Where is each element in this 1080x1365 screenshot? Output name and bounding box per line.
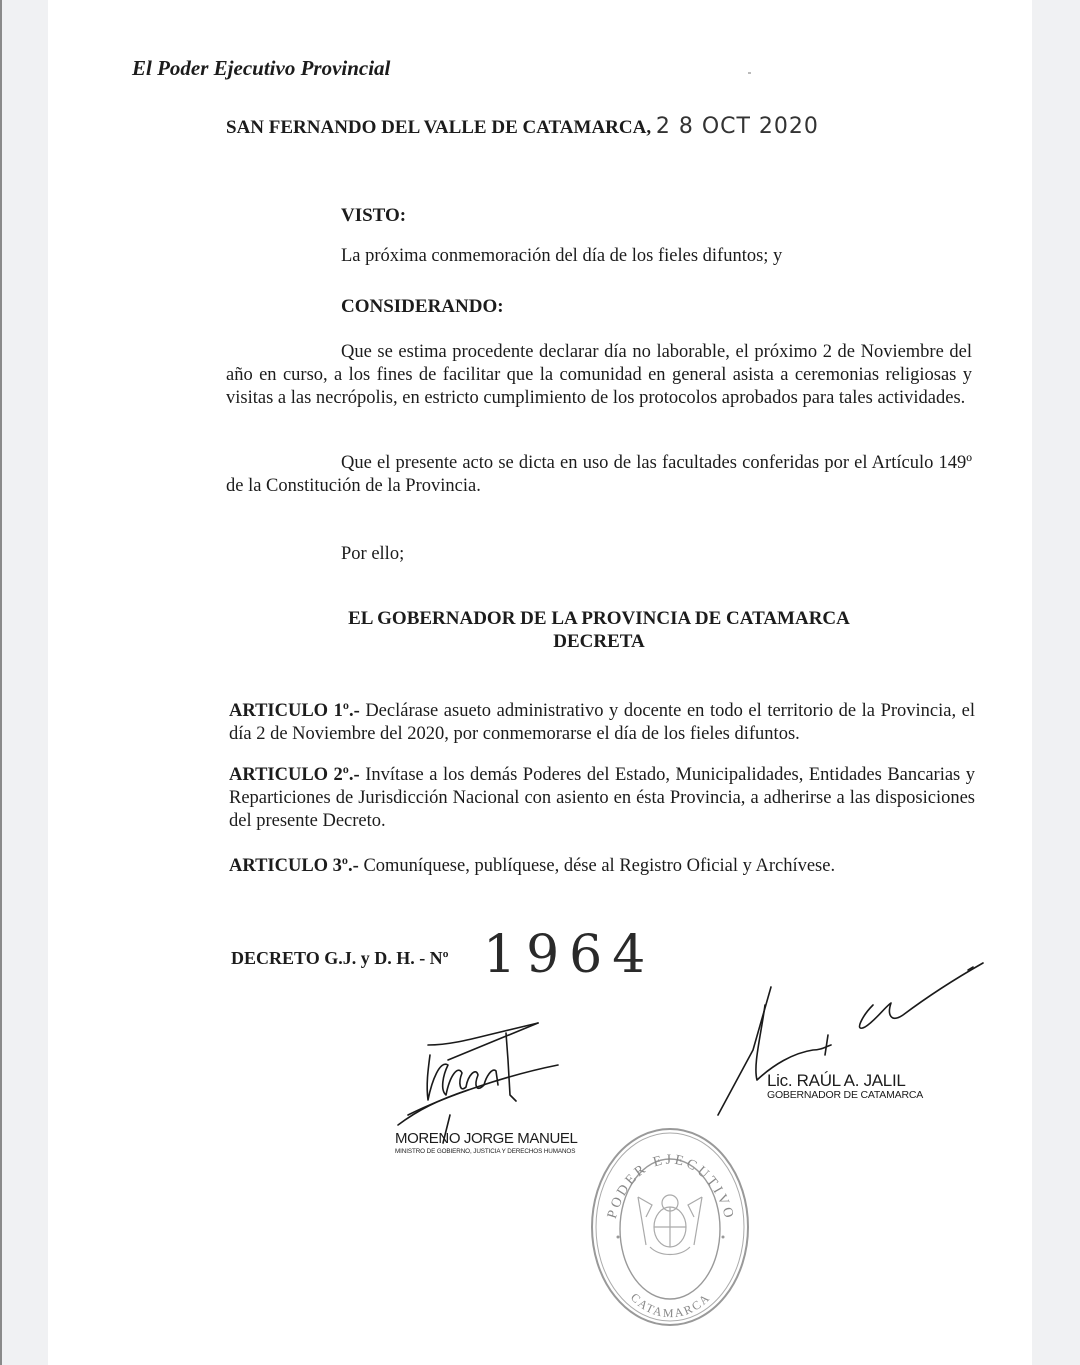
governor-heading-block (226, 607, 972, 653)
article-text: Invítase a los demás Poderes del Estado, Municipalidades, Entidades Bancarias y Reparticiones de Jurisdicción Nacional con asiento en ésta Provincia, a adherirse a las disposiciones del presente Decreto. (229, 765, 975, 831)
decreto-label: DECRETO G.J. y D. H. - Nº (231, 948, 449, 968)
date-stamp: 2 8 OCT 2020 (655, 114, 819, 139)
article-text: Declárase asueto administrativo y docente en todo el territorio de la Provincia, el día 2 de Noviembre del 2020, por conmemorarse el día de los fieles difuntos. (229, 701, 976, 744)
considerando-heading: CONSIDERANDO: (341, 296, 504, 317)
article-label: ARTICULO 1º.- (229, 701, 360, 721)
header-title: El Poder Ejecutivo Provincial (132, 56, 391, 80)
article-label: ARTICULO 3º.- (229, 856, 359, 876)
svg-text:CATAMARCA (628, 1290, 713, 1320)
article-2 (229, 764, 975, 833)
minister-role: MINISTRO DE GOBIERNO, JUSTICIA Y DERECHOS HUMANOS (395, 1148, 576, 1155)
governor-heading: EL GOBERNADOR DE LA PROVINCIA DE CATAMARCA (348, 608, 850, 629)
visto-text: La próxima conmemoración del día de los fieles difuntos; y (341, 246, 783, 266)
viewer-edge-line (0, 0, 2, 1365)
seal-top-text: PODER EJECUTIVO (604, 1152, 737, 1223)
place-date-line (226, 114, 819, 139)
svg-text:PODER EJECUTIVO (605, 1153, 737, 1223)
decreto-number: 1964 (483, 925, 656, 985)
por-ello: Por ello; (341, 544, 405, 564)
considerando-paragraph: Que el presente acto se dicta en uso de las facultades conferidas por el Artículo 149º de la Constitución de la Provincia. (226, 453, 972, 496)
minister-signature (388, 1015, 568, 1145)
article-1 (229, 700, 975, 746)
governor-name: Lic. RAÚL A. JALIL (767, 1071, 906, 1090)
coat-of-arms-icon (638, 1195, 702, 1255)
seal-bottom-text: CATAMARCA (627, 1290, 714, 1321)
official-seal (588, 1125, 753, 1330)
visto-heading: VISTO: (341, 205, 407, 226)
scan-speck (748, 72, 751, 74)
article-text: Comuníquese, publíquese, dése al Registro Oficial y Archívese. (358, 856, 836, 876)
governor-role: GOBERNADOR DE CATAMARCA (767, 1089, 924, 1101)
document-page (48, 0, 1032, 1365)
place-name: SAN FERNANDO DEL VALLE DE CATAMARCA, (226, 117, 652, 138)
minister-name: MORENO JORGE MANUEL (395, 1130, 578, 1147)
considerando-paragraph: Que se estima procedente declarar día no laborable, el próximo 2 de Noviembre del año en curso, a los fines de facilitar que la comunidad en general asista a ceremonias religiosas y visitas a las necrópolis, en estricto cumplimiento de los protocolos aprobados para tales actividades. (226, 342, 972, 408)
article-label: ARTICULO 2º.- (229, 765, 360, 785)
article-3 (229, 855, 975, 878)
decreta-heading: DECRETA (553, 631, 645, 652)
